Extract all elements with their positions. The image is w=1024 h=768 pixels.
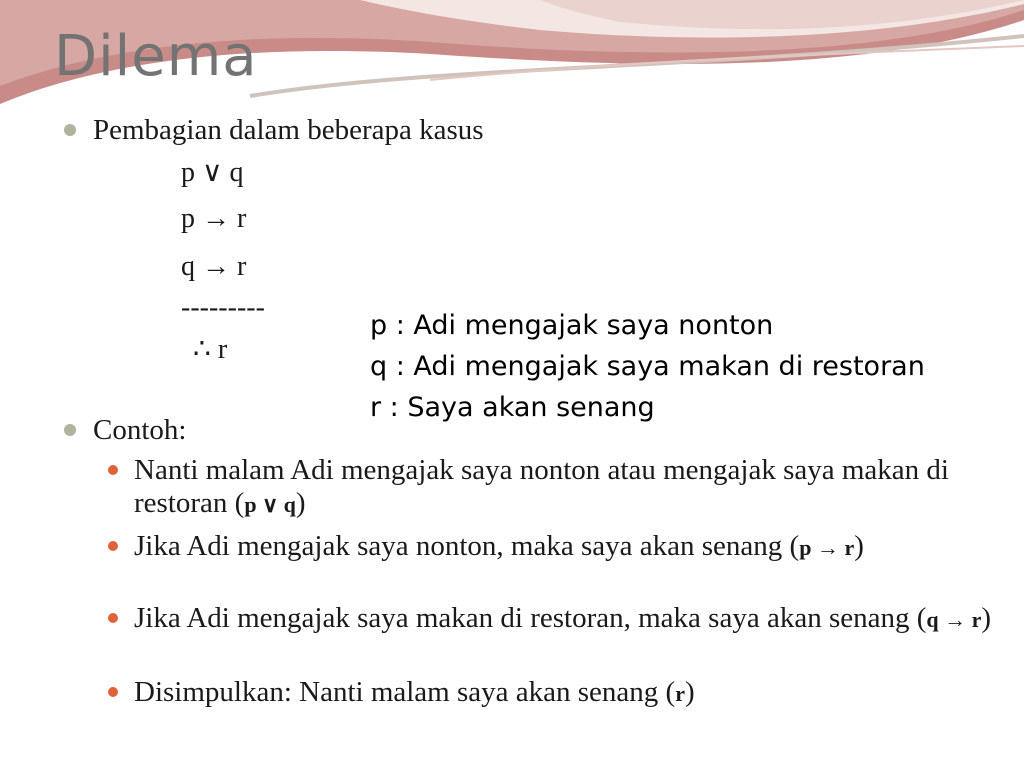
sub-bullet-dot <box>108 541 118 551</box>
legend-r: r : Saya akan senang <box>370 392 655 423</box>
bullet-dot <box>64 124 76 136</box>
legend-p: p : Adi mengajak saya nonton <box>370 310 774 341</box>
formula-p-or-q: p ∨ q <box>181 157 244 188</box>
bullet-pembagian: Pembagian dalam beberapa kasus <box>93 114 484 146</box>
formula-q-implies-r: q → r <box>181 251 247 282</box>
example-item-4: Disimpulkan: Nanti malam saya akan senang (r) <box>134 676 695 708</box>
example-formula: q → r <box>926 607 982 632</box>
example-formula: p ∨ q <box>244 492 296 517</box>
example-text: Jika Adi mengajak saya makan di restoran, maka saya akan senang <box>134 602 917 634</box>
bullet-contoh: Contoh: <box>93 414 187 446</box>
example-formula: r <box>675 681 685 706</box>
legend-q: q : Adi mengajak saya makan di restoran <box>370 351 925 382</box>
sub-bullet-dot <box>108 687 118 697</box>
sub-bullet-dot <box>108 465 118 475</box>
bullet-dot <box>64 424 76 436</box>
example-item-3: Jika Adi mengajak saya makan di restoran, maka saya akan senang (q → r) <box>134 602 992 634</box>
formula-p-implies-r: p → r <box>181 203 247 234</box>
example-text: Jika Adi mengajak saya nonton, maka saya akan senang <box>134 530 790 562</box>
example-item-2: Jika Adi mengajak saya nonton, maka saya akan senang (p → r) <box>134 530 864 562</box>
example-item-1: Nanti malam Adi mengajak saya nonton atau mengajak saya makan di restoran (p ∨ q) <box>134 454 949 519</box>
slide-title: Dilema <box>54 24 258 89</box>
example-text: Nanti malam Adi mengajak saya nonton atau mengajak saya makan di restoran <box>134 454 949 519</box>
formula-conclusion: ∴ r <box>193 334 228 365</box>
sub-bullet-dot <box>108 613 118 623</box>
example-text: Disimpulkan: Nanti malam saya akan senang <box>134 676 666 708</box>
formula-divider: --------- <box>181 292 265 323</box>
example-formula: p → r <box>799 535 855 560</box>
